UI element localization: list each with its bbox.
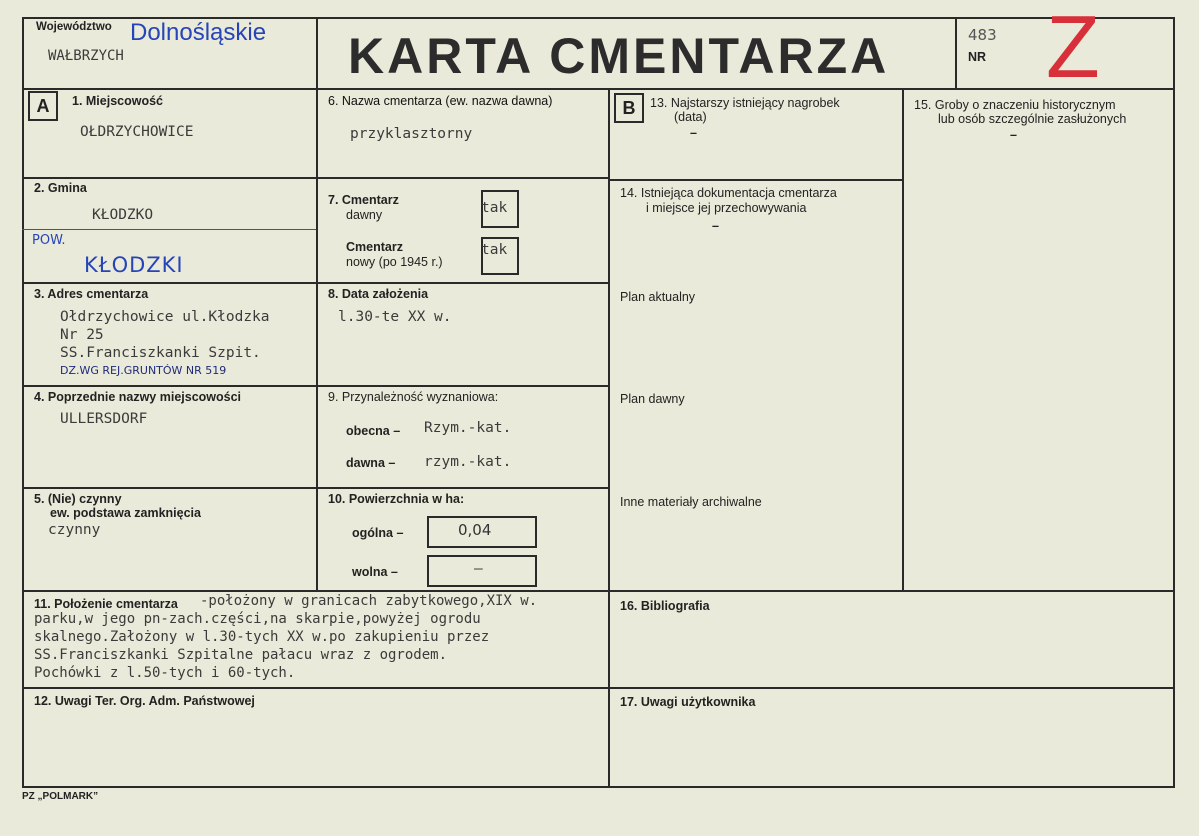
field-3-label: 3. Adres cmentarza bbox=[34, 287, 149, 301]
field-15-sublabel: lub osób szczególnie zasłużonych bbox=[938, 112, 1127, 126]
field-17-label: 17. Uwagi użytkownika bbox=[620, 695, 756, 709]
nr-divider bbox=[955, 17, 957, 89]
location-line-4: SS.Franciszkanki Szpitalne pałacu wraz z ogrodem. bbox=[34, 647, 448, 663]
field-13-label: 13. Najstarszy istniejący nagrobek bbox=[650, 96, 840, 110]
plan-current-label: Plan aktualny bbox=[620, 290, 696, 304]
field-14-value: – bbox=[712, 219, 719, 233]
field-11-label: 11. Położenie cmentarza bbox=[34, 597, 178, 611]
ogolna-value: 0,04 bbox=[458, 521, 492, 539]
section-b-marker: B bbox=[614, 93, 644, 123]
dawna-label: dawna – bbox=[346, 456, 396, 470]
field-6-label: 6. Nazwa cmentarza (ew. nazwa dawna) bbox=[328, 94, 553, 108]
col-divider-2 bbox=[608, 88, 610, 786]
field-15-value: – bbox=[1010, 128, 1017, 142]
dawny-value: tak bbox=[481, 200, 508, 216]
field-9-label: 9. Przynależność wyznaniowa: bbox=[328, 390, 499, 404]
dawna-value: rzym.-kat. bbox=[424, 454, 512, 470]
location-line-3: skalnego.Założony w l.30-tych XX w.po zakupieniu przez bbox=[34, 629, 490, 645]
row-line-6 bbox=[22, 687, 1175, 689]
nr-letter-stamp: Z bbox=[1046, 0, 1100, 96]
field-2-value: KŁODZKO bbox=[92, 207, 154, 223]
header-divider bbox=[22, 88, 1175, 90]
row-line-2 bbox=[22, 282, 610, 284]
plan-old-label: Plan dawny bbox=[620, 392, 685, 406]
field-7-dawny: dawny bbox=[346, 208, 383, 222]
field-13-sublabel: (data) bbox=[674, 110, 707, 124]
field-4-label: 4. Poprzednie nazwy miejscowości bbox=[34, 390, 242, 404]
field-16-label: 16. Bibliografia bbox=[620, 599, 710, 613]
address-line-1: Ołdrzychowice ul.Kłodzka bbox=[60, 309, 270, 325]
field-5-label: 5. (Nie) czynny bbox=[34, 492, 122, 506]
field-14-sublabel: i miejsce jej przechowywania bbox=[646, 201, 807, 215]
field-7-nowy: nowy (po 1945 r.) bbox=[346, 255, 443, 269]
field-8-label: 8. Data założenia bbox=[328, 287, 429, 301]
address-line-3: SS.Franciszkanki Szpit. bbox=[60, 345, 261, 361]
field-7-label: 7. Cmentarz bbox=[328, 193, 399, 207]
row-line-4 bbox=[22, 487, 610, 489]
field-15-label: 15. Groby o znaczeniu historycznym bbox=[914, 98, 1116, 112]
field-6-value: przyklasztorny bbox=[350, 126, 473, 142]
nr-label: NR bbox=[968, 50, 987, 64]
field-5-value: czynny bbox=[48, 522, 101, 538]
col-divider-1 bbox=[316, 17, 318, 591]
archival-materials-label: Inne materiały archiwalne bbox=[620, 495, 762, 509]
field-1-value: OŁDRZYCHOWICE bbox=[80, 124, 194, 140]
field-10-label: 10. Powierzchnia w ha: bbox=[328, 492, 465, 506]
row-line-1 bbox=[22, 177, 610, 179]
location-line-2: parku,w jego pn-zach.części,na skarpie,powyżej ogrodu bbox=[34, 611, 481, 627]
wojewodztwo-label: Województwo bbox=[36, 21, 112, 33]
ogolna-label: ogólna – bbox=[352, 526, 404, 540]
location-line-5: Pochówki z l.50-tych i 60-tych. bbox=[34, 665, 296, 681]
powiat-value: KŁODZKI bbox=[84, 253, 184, 277]
field-14-label: 14. Istniejąca dokumentacja cmentarza bbox=[620, 186, 837, 200]
field-4-value: ULLERSDORF bbox=[60, 411, 148, 427]
wojewodztwo-stamp: Dolnośląskie bbox=[130, 19, 267, 46]
field-12-label: 12. Uwagi Ter. Org. Adm. Państwowej bbox=[34, 694, 255, 708]
row-line-5 bbox=[22, 590, 1175, 592]
frame-bottom bbox=[22, 786, 1175, 788]
field-2-label: 2. Gmina bbox=[34, 181, 87, 195]
printer-imprint: PZ „POLMARK” bbox=[22, 791, 99, 802]
frame-right bbox=[1173, 17, 1175, 788]
land-register-note: DZ.WG REJ.GRUNTÓW NR 519 bbox=[60, 364, 227, 377]
field-5-sublabel: ew. podstawa zamknięcia bbox=[50, 506, 201, 520]
nowy-value: tak bbox=[481, 242, 508, 258]
address-line-2: Nr 25 bbox=[60, 327, 104, 343]
frame-left bbox=[22, 17, 24, 786]
powiat-label: POW. bbox=[32, 233, 66, 248]
page-title: KARTA CMENTARZA bbox=[348, 28, 890, 84]
location-line-1: -położony w granicach zabytkowego,XIX w. bbox=[200, 593, 538, 609]
field-8-value: l.30-te XX w. bbox=[338, 309, 452, 325]
col-divider-3 bbox=[902, 88, 904, 592]
b-row-line bbox=[608, 179, 904, 181]
field-13-value: – bbox=[690, 126, 697, 140]
obecna-value: Rzym.-kat. bbox=[424, 420, 512, 436]
nr-small-number: 483 bbox=[968, 26, 997, 44]
field-1-label: 1. Miejscowość bbox=[72, 94, 164, 108]
wolna-value: – bbox=[474, 561, 483, 577]
wolna-label: wolna – bbox=[352, 565, 398, 579]
field-7-cmentarz-nowy: Cmentarz bbox=[346, 240, 403, 254]
gmina-subline bbox=[22, 229, 316, 230]
old-wojewodztwo: WAŁBRZYCH bbox=[48, 48, 124, 64]
obecna-label: obecna – bbox=[346, 424, 401, 438]
row-line-3 bbox=[22, 385, 610, 387]
section-a-marker: A bbox=[28, 91, 58, 121]
